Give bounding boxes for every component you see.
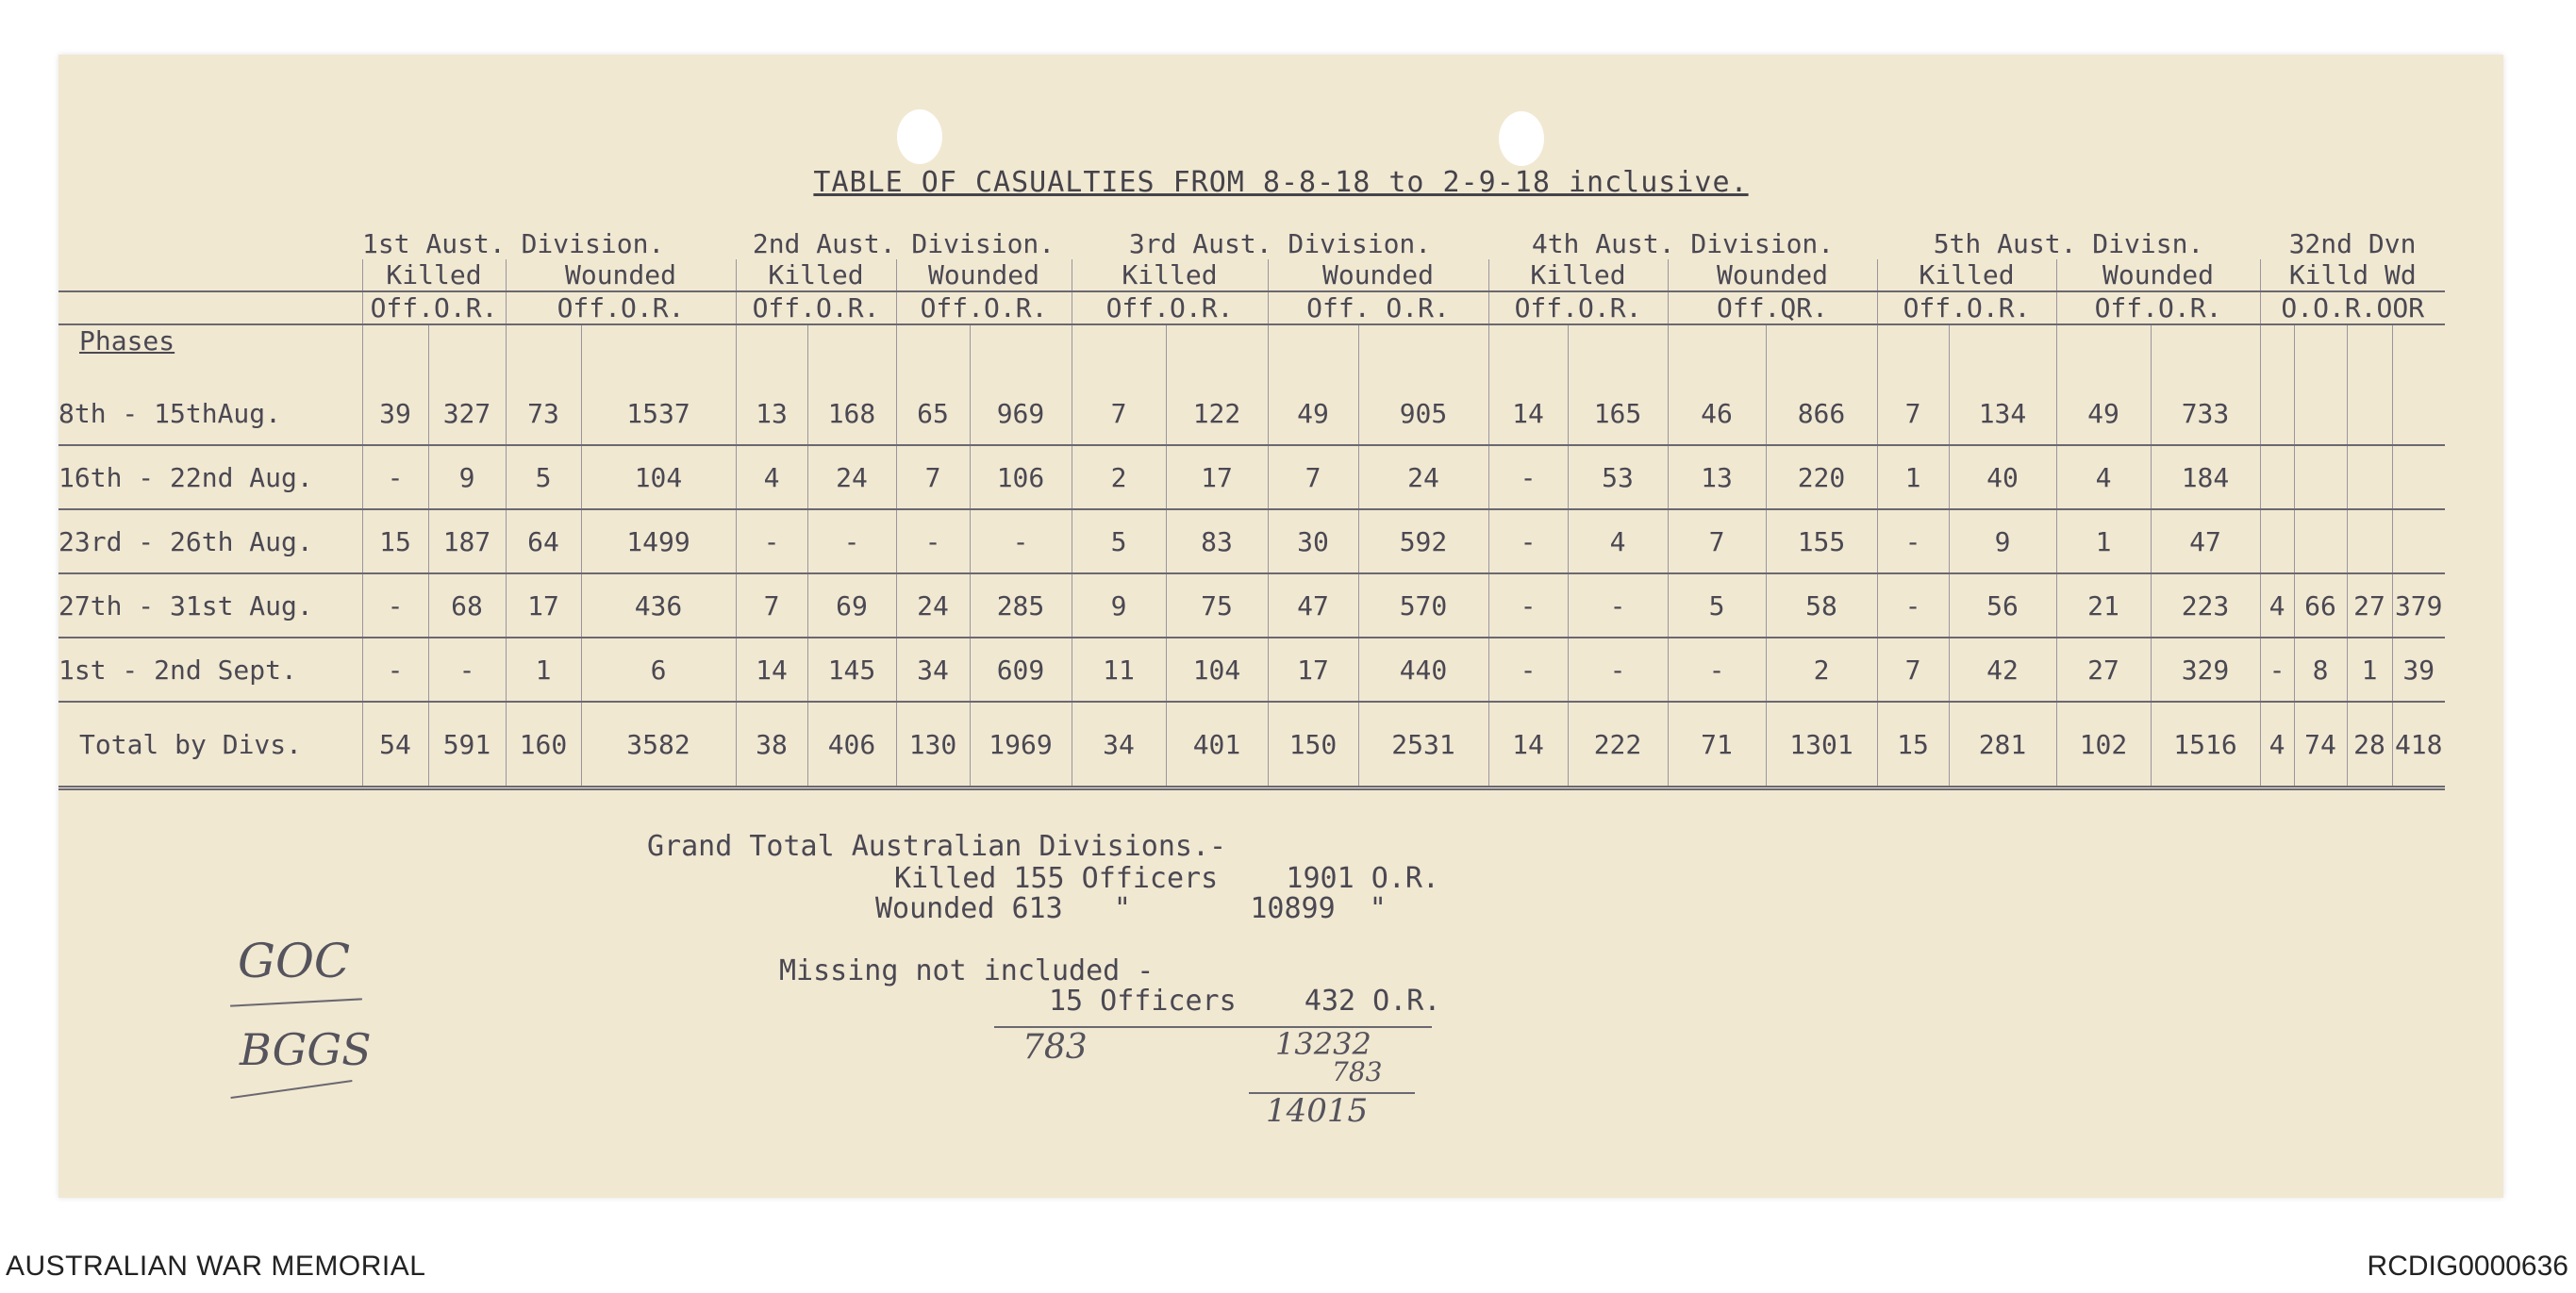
total-cell: 591 [428, 702, 506, 788]
casualty-cell: 13 [736, 382, 807, 445]
casualty-cell: - [807, 509, 896, 573]
casualty-cell: 570 [1358, 573, 1488, 638]
casualty-cell [2392, 445, 2445, 509]
archive-id: RCDIG0000636 [2367, 1251, 2568, 1282]
handwritten-goc: GOC [238, 934, 351, 988]
casualty-cell: 905 [1358, 382, 1488, 445]
rank-header: Off.QR. [1668, 291, 1877, 324]
casualty-cell: - [362, 445, 428, 509]
casualty-cell: 165 [1568, 382, 1668, 445]
casualty-cell: 56 [1949, 573, 2056, 638]
casualty-cell: 17 [1268, 638, 1358, 702]
total-cell: 14 [1488, 702, 1568, 788]
division-label: 1st Aust. Division. [362, 228, 665, 259]
casualty-cell: 83 [1166, 509, 1268, 573]
total-cell: 54 [362, 702, 428, 788]
total-cell: 15 [1877, 702, 1949, 788]
handwritten-sum-left: 783 [1022, 1028, 1088, 1067]
casualty-cell: 104 [581, 445, 736, 509]
wounded-header: Wounded [1668, 259, 1877, 291]
rank-header: O.O.R.OOR [2260, 291, 2445, 324]
phase-row [58, 445, 2445, 509]
killed-header: Killed [1877, 259, 2056, 291]
phase-label: 27th - 31st Aug. [58, 573, 362, 638]
casualty-cell: - [1877, 573, 1949, 638]
casualty-cell: 14 [1488, 382, 1568, 445]
casualty-cell: 592 [1358, 509, 1488, 573]
casualty-cell: 64 [506, 509, 581, 573]
casualty-cell [2392, 382, 2445, 445]
archive-credit: AUSTRALIAN WAR MEMORIAL [6, 1251, 426, 1282]
casualty-cell [2392, 509, 2445, 573]
grand-total-heading: Grand Total Australian Divisions.- [647, 830, 1227, 863]
casualty-cell: 65 [896, 382, 970, 445]
casualty-cell: 73 [506, 382, 581, 445]
casualties-table [58, 228, 2445, 790]
division-label: 2nd Aust. Division. [752, 228, 1055, 259]
handwritten-bggs: BGGS [240, 1024, 372, 1075]
document-sheet [58, 55, 2503, 1198]
casualty-cell: 187 [428, 509, 506, 573]
total-cell: 1969 [970, 702, 1072, 788]
casualty-cell: 1 [2347, 638, 2392, 702]
casualty-cell: 168 [807, 382, 896, 445]
punch-hole [897, 109, 942, 164]
casualty-cell: 379 [2392, 573, 2445, 638]
casualty-cell: 9 [1072, 573, 1166, 638]
casualty-cell: 66 [2294, 573, 2347, 638]
casualty-cell [2347, 445, 2392, 509]
casualty-cell: 58 [1766, 573, 1877, 638]
casualty-cell: 155 [1766, 509, 1877, 573]
casualty-cell: - [896, 509, 970, 573]
casualty-cell: 2 [1766, 638, 1877, 702]
phase-row [58, 509, 2445, 573]
casualty-cell: 21 [2056, 573, 2151, 638]
total-cell: 4 [2260, 702, 2294, 788]
casualty-cell: - [362, 573, 428, 638]
casualty-cell [2294, 382, 2347, 445]
casualty-cell: 39 [362, 382, 428, 445]
casualty-cell: - [362, 638, 428, 702]
rank-header: Off.O.R. [1072, 291, 1268, 324]
casualty-cell: 8 [2294, 638, 2347, 702]
handwritten-sum-total: 14015 [1266, 1092, 1369, 1130]
wounded-header: Wounded [896, 259, 1072, 291]
division-label: 5th Aust. Divisn. [1933, 228, 2204, 259]
total-cell: 1516 [2151, 702, 2260, 788]
rank-header: Off.O.R. [736, 291, 896, 324]
casualty-cell [2347, 509, 2392, 573]
rank-header: Off.O.R. [1877, 291, 2056, 324]
casualty-cell: - [970, 509, 1072, 573]
casualty-cell: - [1488, 638, 1568, 702]
casualty-cell: 4 [2260, 573, 2294, 638]
casualty-cell: 329 [2151, 638, 2260, 702]
total-cell: 28 [2347, 702, 2392, 788]
casualty-cell: 69 [807, 573, 896, 638]
wounded-header: Wounded [2056, 259, 2260, 291]
total-cell: 1301 [1766, 702, 1877, 788]
casualty-cell: 9 [428, 445, 506, 509]
casualty-cell: 7 [896, 445, 970, 509]
casualty-cell: - [1568, 573, 1668, 638]
casualty-cell: - [1488, 509, 1568, 573]
casualty-cell [2347, 382, 2392, 445]
phase-label: 16th - 22nd Aug. [58, 445, 362, 509]
casualty-cell: 7 [736, 573, 807, 638]
rank-header: Off.O.R. [896, 291, 1072, 324]
phases-label: Phases [79, 325, 175, 356]
casualty-cell: - [2260, 638, 2294, 702]
killed-header: Killed [1488, 259, 1668, 291]
casualty-cell: - [1877, 509, 1949, 573]
casualty-cell: 24 [896, 573, 970, 638]
handwritten-sum-a: 13232 [1275, 1026, 1371, 1062]
casualty-cell: 1537 [581, 382, 736, 445]
casualty-cell: 285 [970, 573, 1072, 638]
total-cell: 160 [506, 702, 581, 788]
casualty-cell: 24 [1358, 445, 1488, 509]
casualty-cell: 27 [2347, 573, 2392, 638]
casualty-cell: 609 [970, 638, 1072, 702]
rank-header: Off.O.R. [2056, 291, 2260, 324]
casualty-cell: 47 [2151, 509, 2260, 573]
casualty-cell: 7 [1877, 638, 1949, 702]
grand-total-killed: Killed 155 Officers 1901 O.R. [894, 862, 1439, 895]
casualty-cell: 4 [2056, 445, 2151, 509]
casualty-cell [2260, 445, 2294, 509]
missing-counts: 15 Officers 432 O.R. [1049, 985, 1441, 1018]
casualty-cell: 223 [2151, 573, 2260, 638]
killed-header: Killed [362, 259, 506, 291]
casualty-cell: 5 [1668, 573, 1766, 638]
total-cell: 38 [736, 702, 807, 788]
casualty-cell: 733 [2151, 382, 2260, 445]
casualty-cell: 27 [2056, 638, 2151, 702]
phase-rows [58, 382, 2445, 702]
casualty-cell: 9 [1949, 509, 2056, 573]
phase-label: 1st - 2nd Sept. [58, 638, 362, 702]
casualty-cell: - [1668, 638, 1766, 702]
total-cell: 150 [1268, 702, 1358, 788]
casualty-cell: 17 [1166, 445, 1268, 509]
killed-wounded-header-row [58, 259, 2445, 291]
total-row [58, 702, 2445, 788]
casualty-cell: 104 [1166, 638, 1268, 702]
casualty-cell: 5 [1072, 509, 1166, 573]
casualty-cell: 75 [1166, 573, 1268, 638]
casualty-cell: 40 [1949, 445, 2056, 509]
casualty-cell: 47 [1268, 573, 1358, 638]
casualty-cell: 1 [2056, 509, 2151, 573]
casualty-cell [2294, 445, 2347, 509]
casualty-cell: - [428, 638, 506, 702]
casualty-cell: 1 [506, 638, 581, 702]
casualty-cell: 4 [1568, 509, 1668, 573]
total-cell: 130 [896, 702, 970, 788]
casualty-cell: 24 [807, 445, 896, 509]
casualty-cell: 42 [1949, 638, 2056, 702]
total-cell: 281 [1949, 702, 2056, 788]
casualty-cell: 220 [1766, 445, 1877, 509]
division-header-row [58, 228, 2445, 259]
handwritten-goc-underline [230, 998, 362, 1006]
division-label: 32nd Dvn [2288, 228, 2417, 259]
casualty-cell: - [1488, 445, 1568, 509]
casualty-cell: 14 [736, 638, 807, 702]
casualty-cell [2260, 382, 2294, 445]
casualty-cell: 106 [970, 445, 1072, 509]
rank-header-row [58, 291, 2445, 324]
casualty-cell: 436 [581, 573, 736, 638]
total-cell: 2531 [1358, 702, 1488, 788]
grand-total-wounded: Wounded 613 " 10899 " [875, 892, 1387, 925]
total-cell: 74 [2294, 702, 2347, 788]
rank-header: Off.O.R. [362, 291, 506, 324]
total-label: Total by Divs. [58, 702, 362, 788]
casualty-cell: 2 [1072, 445, 1166, 509]
total-cell: 222 [1568, 702, 1668, 788]
casualty-cell: 866 [1766, 382, 1877, 445]
total-cell: 3582 [581, 702, 736, 788]
missing-heading: Missing not included - [779, 954, 1155, 987]
casualty-cell: 5 [506, 445, 581, 509]
total-cell: 71 [1668, 702, 1766, 788]
wounded-header: Wounded [506, 259, 736, 291]
phase-row [58, 573, 2445, 638]
casualty-cell: 13 [1668, 445, 1766, 509]
total-cell: 102 [2056, 702, 2151, 788]
casualty-cell: 7 [1268, 445, 1358, 509]
casualty-cell: 11 [1072, 638, 1166, 702]
total-cell: 34 [1072, 702, 1166, 788]
casualty-cell: - [736, 509, 807, 573]
phase-row [58, 638, 2445, 702]
casualty-cell: 145 [807, 638, 896, 702]
casualty-cell [2260, 509, 2294, 573]
total-cell: 401 [1166, 702, 1268, 788]
casualty-cell: 7 [1668, 509, 1766, 573]
casualty-cell: 1499 [581, 509, 736, 573]
casualty-cell: 15 [362, 509, 428, 573]
casualty-cell: 49 [2056, 382, 2151, 445]
casualty-cell: 46 [1668, 382, 1766, 445]
casualty-cell: 68 [428, 573, 506, 638]
phase-label: 23rd - 26th Aug. [58, 509, 362, 573]
casualty-cell: 49 [1268, 382, 1358, 445]
casualty-cell [2294, 509, 2347, 573]
total-cell: 406 [807, 702, 896, 788]
casualty-cell: 34 [896, 638, 970, 702]
phase-label: 8th - 15thAug. [58, 382, 362, 445]
casualty-cell: 53 [1568, 445, 1668, 509]
killed-header: Killed [736, 259, 896, 291]
casualty-cell: 184 [2151, 445, 2260, 509]
rank-header: Off.O.R. [1488, 291, 1668, 324]
casualty-cell: 30 [1268, 509, 1358, 573]
casualty-cell: 39 [2392, 638, 2445, 702]
wounded-header: Wounded [1268, 259, 1488, 291]
casualty-cell: - [1568, 638, 1668, 702]
casualty-cell: 17 [506, 573, 581, 638]
division-label: 4th Aust. Division. [1531, 228, 1835, 259]
casualty-cell: 122 [1166, 382, 1268, 445]
casualty-cell: 969 [970, 382, 1072, 445]
phases-label-row [58, 324, 2445, 382]
handwritten-sum-b: 783 [1332, 1056, 1383, 1087]
casualty-cell: 7 [1877, 382, 1949, 445]
casualty-cell: 134 [1949, 382, 2056, 445]
casualty-cell: - [1488, 573, 1568, 638]
document-title: TABLE OF CASUALTIES FROM 8-8-18 to 2-9-18 inclusive. [813, 166, 1749, 199]
casualty-cell: 7 [1072, 382, 1166, 445]
punch-hole [1499, 111, 1544, 166]
casualty-cell: 327 [428, 382, 506, 445]
phase-row [58, 382, 2445, 445]
rank-header: Off.O.R. [506, 291, 736, 324]
casualty-cell: 4 [736, 445, 807, 509]
rank-header: Off. O.R. [1268, 291, 1488, 324]
casualty-cell: 440 [1358, 638, 1488, 702]
casualty-cell: 1 [1877, 445, 1949, 509]
division-label: 3rd Aust. Division. [1128, 228, 1432, 259]
killed-header: Killed [1072, 259, 1268, 291]
killed-wounded-header: Killd Wd [2260, 259, 2445, 291]
total-cell: 418 [2392, 702, 2445, 788]
casualty-cell: 6 [581, 638, 736, 702]
handwritten-bggs-underline [230, 1080, 352, 1099]
